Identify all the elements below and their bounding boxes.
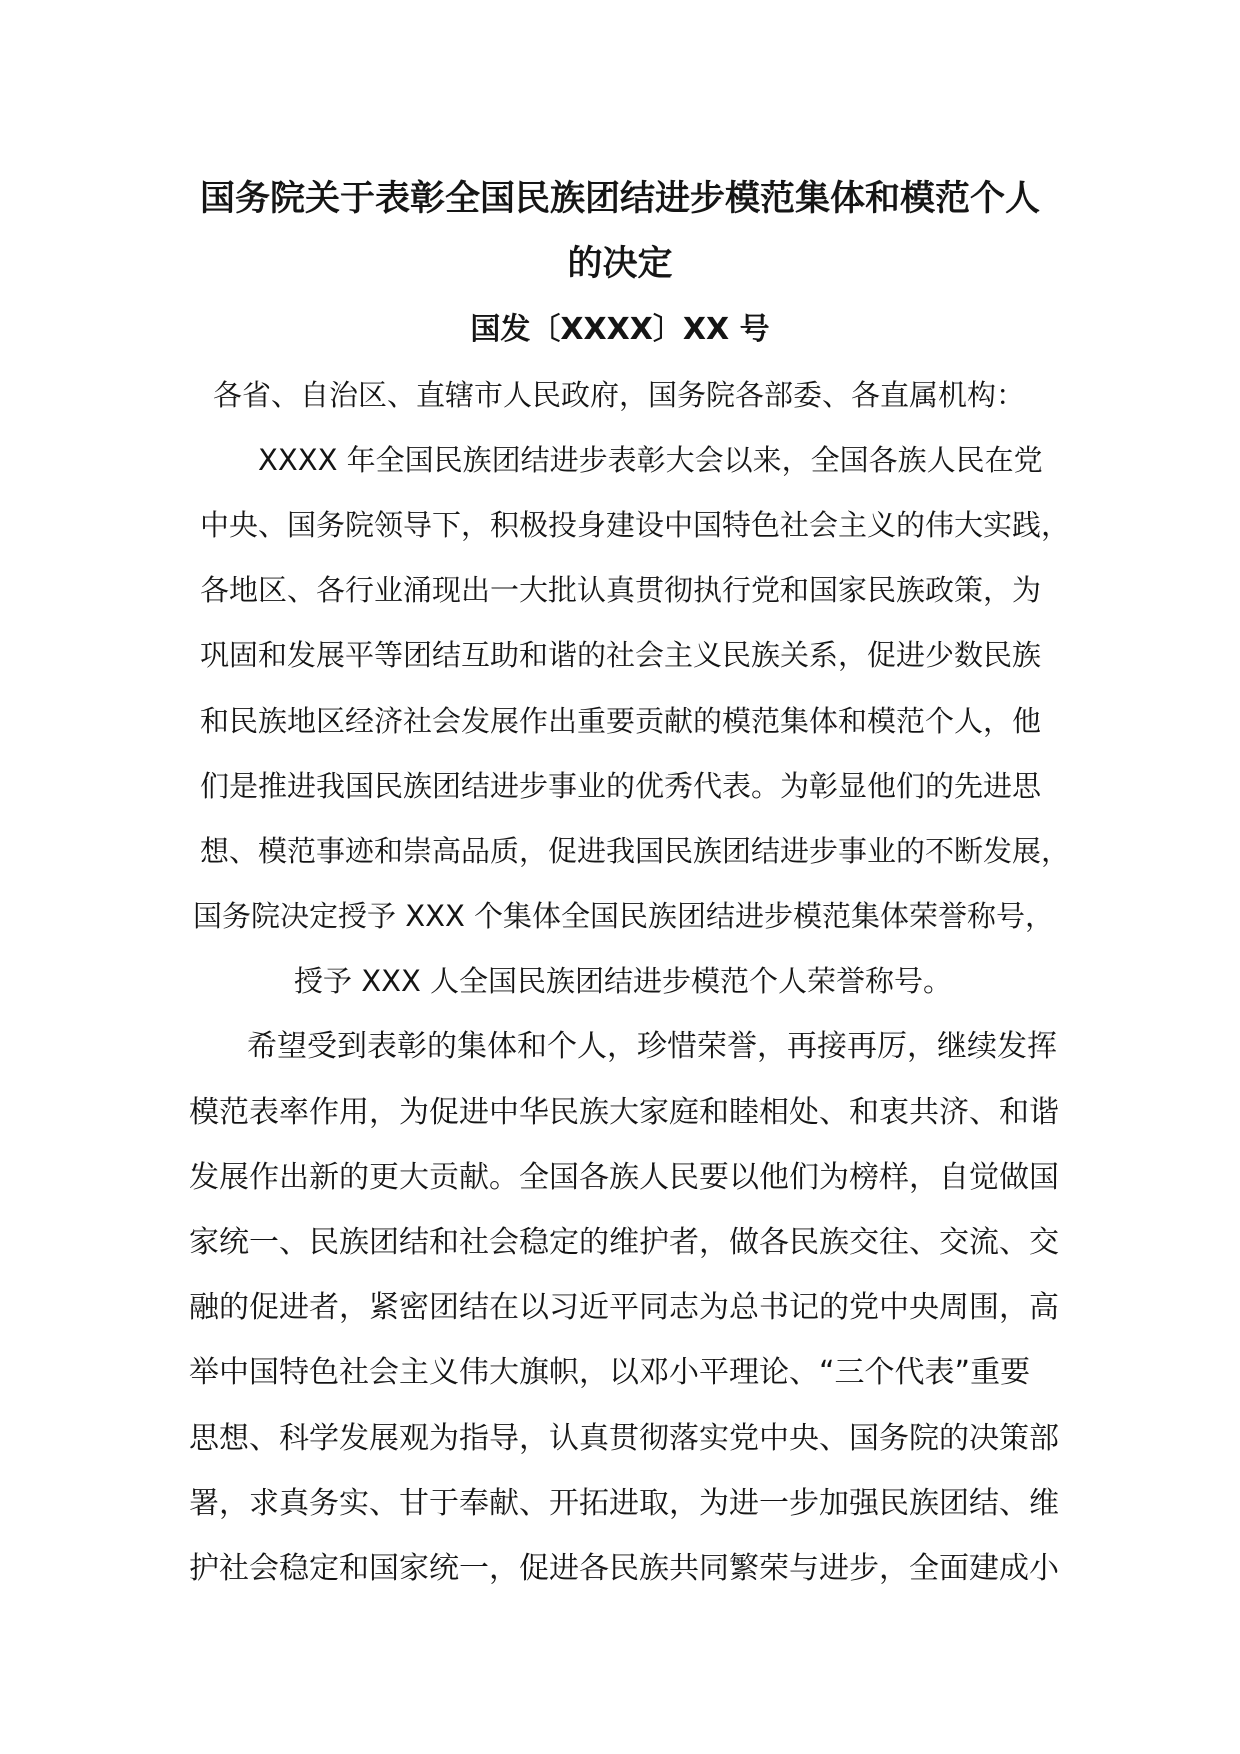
paragraph-line: 想、模范事迹和崇高品质，促进我国民族团结进步事业的不断发展， [200,833,1071,868]
paragraph-line: 授予 XXX 人全国民族团结进步模范个人荣誉称号。 [294,964,953,999]
paragraph-line: 国务院决定授予 XXX 个集体全国民族团结进步模范集体荣誉称号， [193,899,1055,934]
paragraph-line: 中央、国务院领导下，积极投身建设中国特色社会主义的伟大实践， [200,507,1071,542]
document-body [0,167,1240,1601]
paragraph-line: 发展作出新的更大贡献。全国各族人民要以他们为榜样，自觉做国 [189,1159,1059,1195]
paragraph-line: 希望受到表彰的集体和个人，珍惜荣誉，再接再厉，继续发挥 [247,1029,1057,1065]
paragraph-line: 各地区、各行业涌现出一大批认真贯彻执行党和国家民族政策，为 [200,573,1042,608]
document-number: 国发〔XXXX〕XX 号 [470,312,770,348]
paragraph-line: 护社会稳定和国家统一，促进各民族共同繁荣与进步，全面建成小 [189,1550,1059,1586]
paragraph-line: 署，求真务实、甘于奉献、开拓进取，为进一步加强民族团结、维 [189,1485,1059,1521]
paragraph-line: 巩固和发展平等团结互助和谐的社会主义民族关系，促进少数民族 [200,638,1042,673]
paragraph-line: 们是推进我国民族团结进步事业的优秀代表。为彰显他们的先进思 [200,768,1042,803]
paragraph-line: 模范表率作用，为促进中华民族大家庭和睦相处、和衷共济、和谐 [189,1094,1059,1130]
paragraph-line: 举中国特色社会主义伟大旗帜，以邓小平理论、“三个代表”重要 [189,1355,1031,1391]
paragraph-line: 思想、科学发展观为指导，认真贯彻落实党中央、国务院的决策部 [189,1420,1059,1456]
paragraph-1 [0,428,1240,1015]
paragraph-line: 家统一、民族团结和社会稳定的维护者，做各民族交往、交流、交 [189,1225,1059,1260]
paragraph-line: 和民族地区经济社会发展作出重要贡献的模范集体和模范个人，他 [200,703,1042,738]
document-title-line: 的决定 [567,244,673,285]
paragraph-2 [0,1014,1240,1601]
addressee-line: 各省、自治区、直辖市人民政府，国务院各部委、各直属机构： [213,377,1026,412]
paragraph-line: XXXX 年全国民族团结进步表彰大会以来，全国各族人民在党 [258,442,1043,477]
paragraph-line: 融的促进者，紧密团结在以习近平同志为总书记的党中央周围，高 [189,1290,1059,1326]
document-title-line: 国务院关于表彰全国民族团结进步模范集体和模范个人 [199,179,1040,219]
